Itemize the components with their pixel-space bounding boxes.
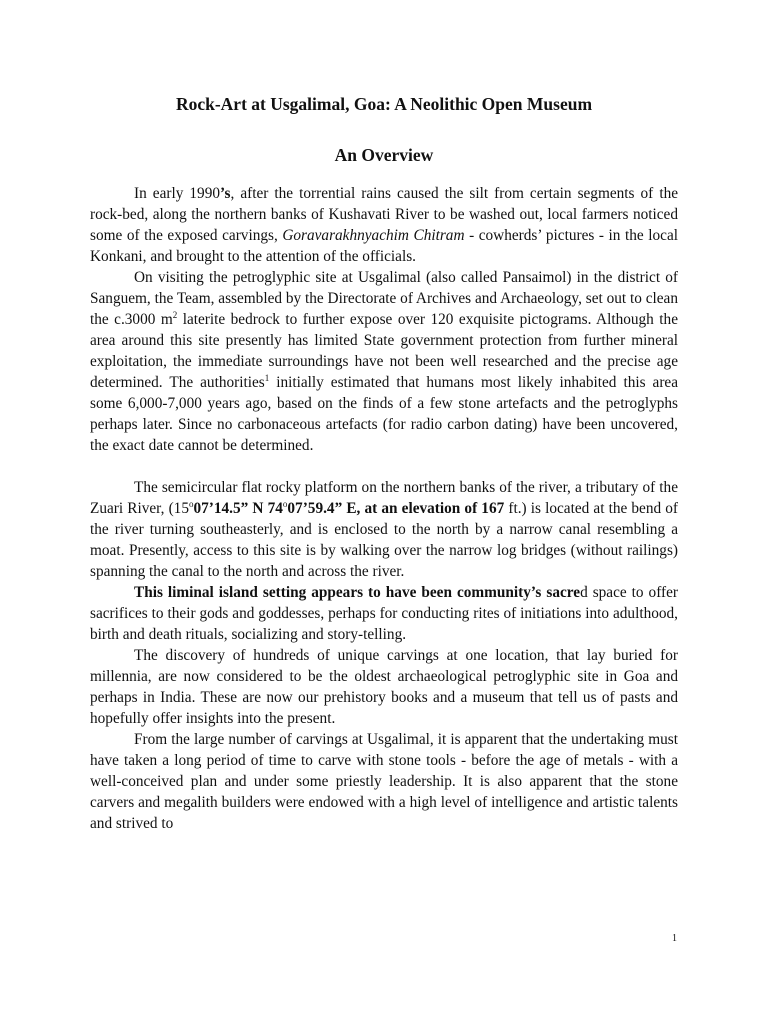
konkani-term: Goravarakhnyachim Chitram — [282, 227, 465, 244]
p2-text-c: initially estimated that humans most likely inhabited this area some 6,000-7,000 years ago, based on the finds of a few stone artefacts and the petroglyphs perhaps later. Since no carbonaceous artefacts (for radio carbon dating) have been uncovered, the exact date cannot be determined. — [90, 374, 679, 454]
document-subtitle: An Overview — [334, 145, 434, 165]
p1-text-a: In early 1990 — [134, 185, 220, 202]
degree-superscript: o — [188, 498, 194, 509]
p1-text-c: , after the torrential rains caused the silt from certain segments of the rock-bed, along the northern banks of Kushavati River to be washed out, local farmers noticed some of the exposed carvings, — [90, 185, 679, 244]
p3-coords-a: 07’14.5” N 74 — [193, 500, 283, 517]
paragraph-1 — [90, 183, 678, 267]
document-body — [90, 183, 678, 834]
page-number: 1 — [672, 933, 677, 944]
paragraph-5: The discovery of hundreds of unique carvings at one location, that lay buried for millennia, are now considered to be the oldest archaeological petroglyphic site in Goa and perhaps in India. These are now our prehistory books and a museum that tell us of pasts and hopefully offer insights into the present. — [90, 647, 678, 727]
p2-text-b: laterite bedrock to further expose over 120 exquisite pictograms. Although the area around this site presently has limited State government protection from further mineral exploitation, the immediate surroundings have not been well researched and the precise age determined. The authorities — [90, 311, 678, 391]
p3-coords-b: 07’59.4” E, at an elevation of 167 — [287, 500, 505, 517]
footnote-reference[interactable]: 1 — [264, 372, 270, 383]
paragraph-4 — [90, 582, 678, 645]
p4-text-a: This liminal island setting appears to have been community’s sacre — [134, 584, 581, 601]
paragraph-3 — [90, 477, 678, 582]
document-title: Rock-Art at Usgalimal, Goa: A Neolithic Open Museum — [175, 94, 593, 114]
p4-text-b: d space to offer sacrifices to their gods and goddesses, perhaps for conducting rites of initiations into adulthood, birth and death rituals, socializing and story-telling. — [90, 584, 678, 643]
p1-text-d: - cowherds’ pictures - in the local Konkani, and brought to the attention of the officials. — [90, 227, 678, 265]
p1-text-b: ’s — [220, 185, 231, 202]
paragraph-2 — [90, 267, 678, 456]
p2-text-a: On visiting the petroglyphic site at Usgalimal (also called Pansaimol) in the district of Sanguem, the Team, assembled by the Directorate of Archives and Archaeology, set out to clean the c.3000 m — [90, 269, 678, 328]
paragraph-6: From the large number of carvings at Usgalimal, it is apparent that the undertaking must have taken a long period of time to carve with stone tools - before the age of metals - with a well-conceived plan and under some priestly leadership. It is also apparent that the stone carvers and megalith builders were endowed with a high level of intelligence and artistic talents and strived to — [90, 731, 678, 832]
p3-text-d: ft.) is located at the bend of the river turning southeasterly, and is enclosed to the north by a narrow canal resembling a moat. Presently, access to this site is by walking over the narrow log bridges (without railings) spanning the canal to the north and across the river. — [90, 500, 678, 580]
p3-text-a: The semicircular flat rocky platform on the northern banks of the river, a tributary of the Zuari River, (15 — [90, 479, 678, 517]
area-superscript: 2 — [172, 309, 178, 320]
degree-superscript: o — [282, 498, 288, 509]
